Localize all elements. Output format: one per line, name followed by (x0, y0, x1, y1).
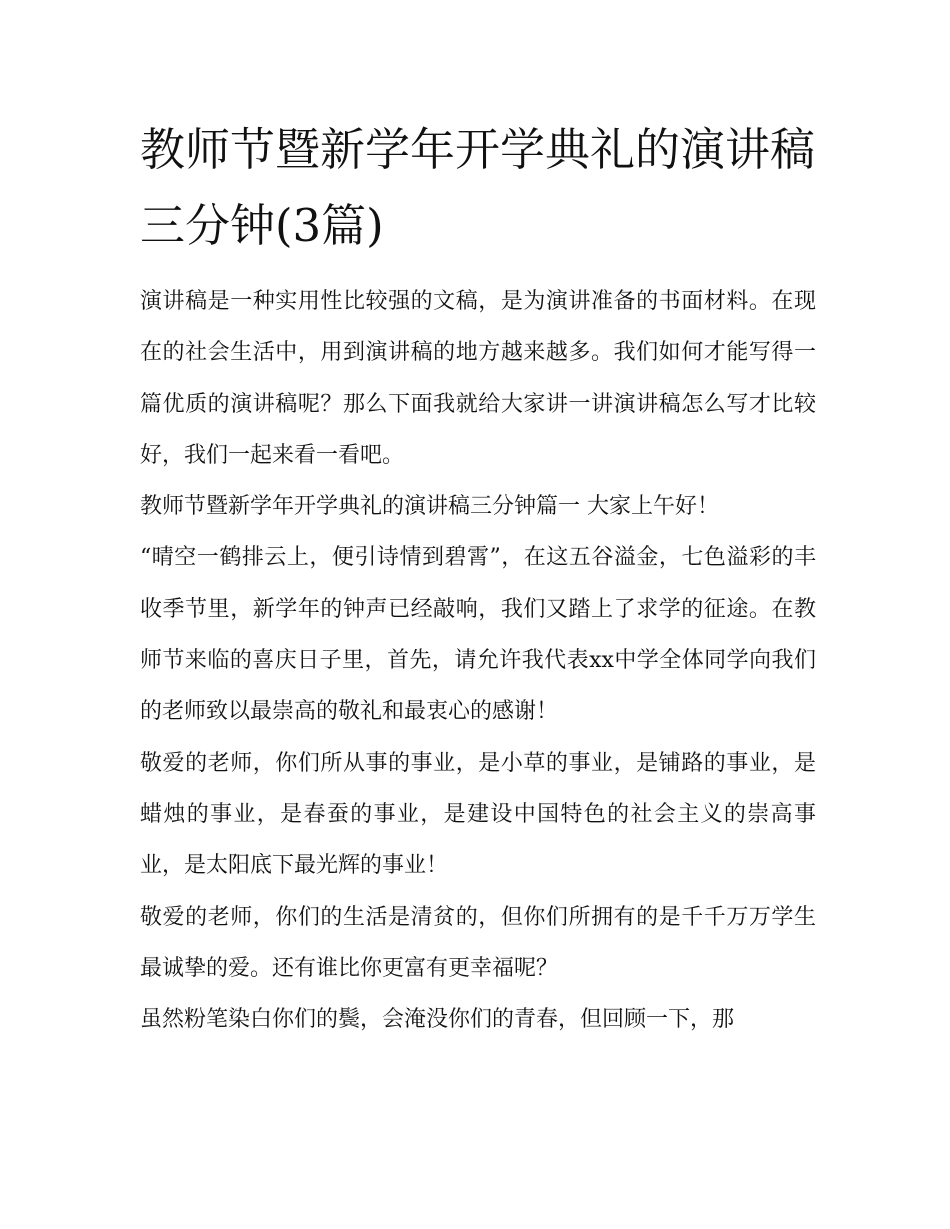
body-paragraph: 敬爱的老师，你们所从事的事业，是小草的事业，是铺路的事业，是蜡烛的事业，是春蚕的事业，是建设中国特色的社会主义的崇高事业，是太阳底下最光辉的事业！ (140, 750, 816, 879)
body-paragraph: “晴空一鹤排云上，便引诗情到碧霄”，在这五谷溢金，七色溢彩的丰收季节里，新学年的钟声已经敲响，我们又踏上了求学的征途。在教师节来临的喜庆日子里，首先，请允许我代表xx中学全体同学向我们的老师致以最崇高的敬礼和最衷心的感谢！ (140, 545, 816, 725)
document-body (140, 112, 816, 1045)
body-paragraph: 敬爱的老师，你们的生活是清贫的，但你们所拥有的是千千万万学生最诚挚的爱。还有谁比你更富有更幸福呢？ (140, 904, 816, 981)
document-title: 教师节暨新学年开学典礼的演讲稿三分钟(3篇) (140, 123, 816, 252)
body-paragraph: 虽然粉笔染白你们的鬓，会淹没你们的青春，但回顾一下，那 (140, 1007, 735, 1033)
intro-paragraph: 演讲稿是一种实用性比较强的文稿，是为演讲准备的书面材料。在现在的社会生活中，用到演讲稿的地方越来越多。我们如何才能写得一篇优质的演讲稿呢？那么下面我就给大家讲一讲演讲稿怎么写才比较好，我们一起来看一看吧。 (140, 289, 816, 468)
speech-one-heading-paragraph: 教师节暨新学年开学典礼的演讲稿三分钟篇一 大家上午好！ (140, 494, 719, 520)
